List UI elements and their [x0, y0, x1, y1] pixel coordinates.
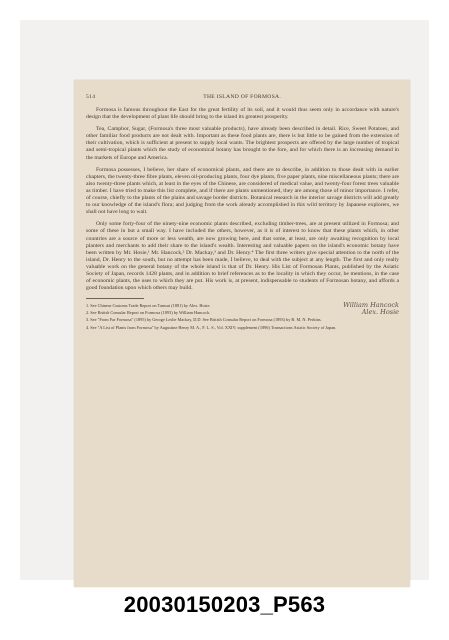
footnote-text: 3. See "From Far Formosa" (1895) by George Leslie Mackay, D.D. See British Consular Report on Formosa (1893) by B. M. N. Perkins. [86, 317, 322, 323]
page-number: 514 [86, 94, 96, 100]
page-header [86, 94, 399, 100]
handwritten-note: William Hancock [343, 301, 399, 310]
paragraph: Formosa is famous throughout the East for the great fertility of its soil, and it would thus seem only in accordance with nature's design that the development of plant life should bring to the island its greatest prosperity. [86, 107, 399, 121]
footnote-divider [86, 298, 144, 299]
page-content [86, 94, 399, 332]
book-page [74, 80, 410, 587]
header-spacer [389, 94, 399, 100]
paragraph: Tea, Camphor, Sugar, (Formosa's three most valuable products), have already been described in detail. Rice, Sweet Potatoes, and other familiar food products are not dealt with. Important as these food plants are, there is but little to be gained from the extension of their cultivation, which is sufficient at present to supply local wants. The brightest prospects are offered by the large number of tropical and semi-tropical plants which the study of economical botany has brought to the fore, and for which there is an increasing demand in the markets of Europe and America. [86, 126, 399, 161]
footnote [86, 303, 399, 309]
footnote [86, 317, 399, 323]
paragraph: Only some forty-four of the ninety-nine economic plants described, excluding timber-trees, are at present utilized in Formosa; and some of these in but a small way. I have included the others, however, as it is of interest to know that these plants which, in other countries are a source of more or less wealth, are now growing here, and that some, at least, are only awaiting recognition by local planters and merchants to add their share to the island's wealth. Interesting and valuable papers on the island's economic botany have been written by Mr. Hosie,¹ Mr. Hancock,² Dr. Mackay,³ and Dr. Henry.⁴ The first three writers give special attention to the north of the island, Dr. Henry to the south, but no attempt has been made, I believe, to deal with the subject at any length. The first and only really valuable work on the general botany of the whole island is that of Dr. Henry. His List of Formosan Plants, published by the Asiatic Society of Japan, records 1428 plants, and in addition to brief references as to the locality in which they occur, he mentions, in the case of economic plants, the uses to which they are put. His work is, at present, indispensable to students of Formosan botany, and affords a good foundation upon which others may build. [86, 221, 399, 292]
footnote [86, 325, 399, 331]
footnote [86, 310, 399, 316]
footnote-text: 4. See "A List of Plants from Formosa" by Augustine Henry M. A., F. L. S., Vol. XXIV; supplement (1896) Transactions Asiatic Society of Japan. [86, 324, 337, 330]
scan-background [20, 20, 429, 580]
running-head: THE ISLAND OF FORMOSA. [203, 94, 282, 100]
handwritten-note: Alex. Hosie [361, 308, 399, 317]
paragraph: Formosa possesses, I believe, her share of economical plants, and there are to describe, in addition to those dealt with in earlier chapters, the twenty-three fibre plants, eleven oil-producing plants, four dye plants, five paper plants, nine miscellaneous plants; there are also twenty-three plants which, at least in the eyes of the Chinese, are considered of medical value, and twenty-four forest trees valuable as timber. I have tried to make this list complete, and if there are plants unmentioned, they are among those of minor importance. I refer, of course, chiefly to the plants of the plains and savage border districts. Botanical research in the interior savage districts will add greatly to our knowledge of the island's flora; and judging from the work already accomplished in this wild territory by Japanese explorers, we shall not have long to wait. [86, 166, 399, 216]
image-caption: 20030150203_P563 [123, 592, 326, 617]
footnote-text: 2. See British Consular Report on Formosa (1893) by William Hancock. [86, 310, 211, 316]
footnote-text: 1. See Chinese Customs Trade Report on Tamsui (1881) by Alex. Hosie. [86, 303, 211, 309]
